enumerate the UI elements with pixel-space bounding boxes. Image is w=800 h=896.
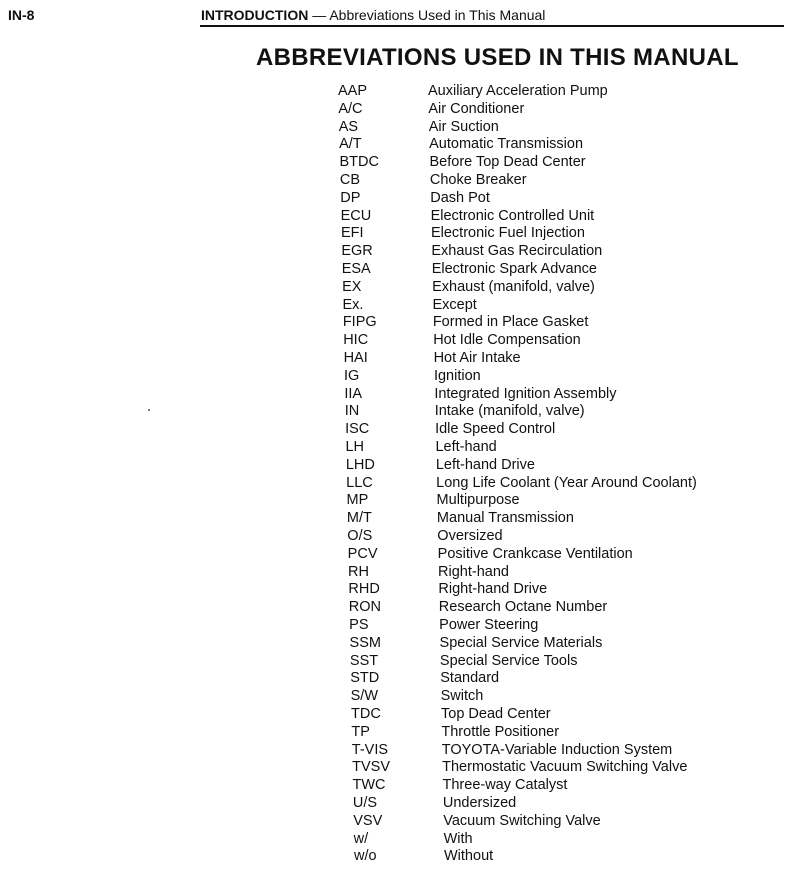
- abbreviation-code: RON: [348, 599, 382, 616]
- abbreviation-code: Ex.: [342, 296, 364, 313]
- abbreviation-meaning: Special Service Tools: [439, 652, 578, 669]
- abbreviation-meaning: Exhaust (manifold, valve): [432, 278, 595, 295]
- abbreviation-code: O/S: [347, 528, 373, 544]
- abbreviation-meaning: Special Service Materials: [439, 634, 603, 651]
- abbreviation-meaning: Auxiliary Acceleration Pump: [428, 83, 608, 99]
- abbreviation-code: ESA: [341, 261, 371, 277]
- abbreviation-code: ISC: [345, 421, 370, 438]
- abbreviation-meaning: Positive Crankcase Ventilation: [437, 545, 633, 562]
- abbreviation-code: SSM: [349, 634, 381, 651]
- abbreviation-code: AS: [338, 118, 359, 135]
- abbreviation-meaning: Vacuum Switching Valve: [443, 812, 601, 829]
- abbreviation-meaning: Electronic Controlled Unit: [430, 207, 595, 224]
- header-rule: [200, 25, 784, 27]
- abbreviation-code: U/S: [352, 795, 378, 811]
- abbreviation-meaning: Long Life Coolant (Year Around Coolant): [436, 474, 697, 491]
- abbreviation-meaning: Air Suction: [428, 118, 499, 135]
- abbreviation-meaning: Thermostatic Vacuum Switching Valve: [442, 759, 688, 776]
- abbreviation-code: w/o: [354, 848, 377, 865]
- abbreviation-code: STD: [350, 670, 380, 687]
- abbreviation-code: IIA: [344, 385, 363, 402]
- abbreviation-code: AAP: [338, 83, 368, 99]
- abbreviation-code: CB: [339, 172, 361, 188]
- abbreviation-meaning: With: [443, 830, 473, 847]
- abbreviation-code: PS: [349, 617, 369, 633]
- abbreviation-meaning: Power Steering: [439, 617, 539, 633]
- header-separator: —: [308, 7, 330, 23]
- abbreviation-meaning: Oversized: [437, 528, 503, 544]
- abbreviation-meaning: Undersized: [442, 795, 517, 811]
- abbreviation-code: DP: [340, 189, 361, 206]
- abbreviation-code: A/C: [338, 100, 363, 117]
- abbreviation-meaning: Hot Air Intake: [433, 350, 521, 366]
- abbreviation-code: BTDC: [339, 154, 379, 171]
- abbreviation-meaning: TOYOTA-Variable Induction System: [441, 741, 673, 758]
- abbreviation-meaning: Left-hand Drive: [435, 456, 535, 473]
- abbreviation-code: w/: [353, 830, 369, 847]
- abbreviation-code: HAI: [343, 350, 368, 366]
- abbreviation-code: PCV: [347, 545, 378, 562]
- abbreviation-meaning: Exhaust Gas Recirculation: [431, 243, 603, 260]
- abbreviation-meaning: Multipurpose: [436, 492, 520, 509]
- abbreviation-code: LHD: [345, 456, 375, 473]
- abbreviation-meaning: Electronic Spark Advance: [431, 261, 597, 277]
- abbreviation-code: TP: [351, 723, 370, 740]
- abbreviation-code: EGR: [341, 243, 373, 260]
- page-title: ABBREVIATIONS USED IN THIS MANUAL: [256, 44, 739, 71]
- abbreviation-meaning: Except: [432, 296, 477, 313]
- abbreviation-meaning: Right-hand Drive: [438, 581, 548, 598]
- abbreviation-meaning: Ignition: [433, 367, 481, 384]
- abbreviation-meaning: Automatic Transmission: [429, 136, 584, 153]
- abbreviation-meaning: Three-way Catalyst: [442, 777, 568, 794]
- abbreviation-meaning: Electronic Fuel Injection: [430, 225, 585, 242]
- abbreviation-meaning: Air Conditioner: [428, 100, 525, 117]
- print-speck: [148, 409, 150, 411]
- abbreviation-code: A/T: [339, 136, 362, 153]
- abbreviation-code: EFI: [340, 225, 364, 242]
- abbreviation-code: TWC: [352, 777, 386, 794]
- abbreviation-code: RHD: [348, 581, 380, 598]
- abbreviation-code: TDC: [351, 706, 381, 722]
- abbreviation-code: IG: [343, 367, 360, 384]
- abbreviation-meaning: Integrated Ignition Assembly: [434, 385, 617, 402]
- abbreviation-code: ECU: [340, 207, 372, 224]
- abbreviation-code: LH: [345, 439, 364, 455]
- abbreviation-meaning: Formed in Place Gasket: [432, 314, 589, 331]
- abbreviation-code: M/T: [346, 510, 372, 527]
- abbreviation-meaning: Right-hand: [438, 563, 509, 580]
- abbreviation-meaning: Intake (manifold, valve): [434, 403, 585, 420]
- abbreviation-meaning: Throttle Positioner: [441, 723, 560, 740]
- abbreviation-code: T-VIS: [351, 741, 389, 758]
- abbreviation-meaning: Left-hand: [435, 439, 497, 455]
- abbreviation-meaning: Top Dead Center: [441, 706, 551, 722]
- header-section-name: INTRODUCTION: [201, 7, 309, 23]
- page-number: IN-8: [8, 7, 35, 23]
- abbreviation-meaning: Switch: [440, 688, 484, 705]
- abbreviation-meaning: Dash Pot: [430, 189, 490, 206]
- abbreviation-code: HIC: [343, 332, 369, 349]
- abbreviation-meaning: Before Top Dead Center: [429, 154, 586, 171]
- abbreviation-code: RH: [348, 563, 369, 580]
- running-header: [201, 7, 545, 23]
- abbreviation-meaning: Without: [444, 848, 494, 865]
- abbreviation-code: MP: [346, 492, 369, 509]
- abbreviation-meaning: Research Octane Number: [438, 599, 608, 616]
- abbreviation-code: LLC: [346, 474, 373, 491]
- abbreviation-code: FIPG: [342, 314, 377, 331]
- abbreviation-meaning: Hot Idle Compensation: [433, 332, 581, 349]
- abbreviation-meaning: Manual Transmission: [436, 510, 574, 527]
- abbreviation-meaning: Idle Speed Control: [435, 421, 556, 438]
- abbreviation-meaning: Choke Breaker: [429, 172, 527, 188]
- abbreviation-code: VSV: [353, 812, 383, 829]
- abbreviation-code: IN: [344, 403, 360, 420]
- abbreviation-meaning: Standard: [440, 670, 500, 687]
- abbreviation-code: SST: [349, 652, 379, 669]
- abbreviation-code: S/W: [350, 688, 379, 705]
- header-subsection-name: Abbreviations Used in This Manual: [329, 7, 546, 23]
- abbreviation-code: TVSV: [352, 759, 390, 776]
- abbreviation-code: EX: [342, 278, 362, 295]
